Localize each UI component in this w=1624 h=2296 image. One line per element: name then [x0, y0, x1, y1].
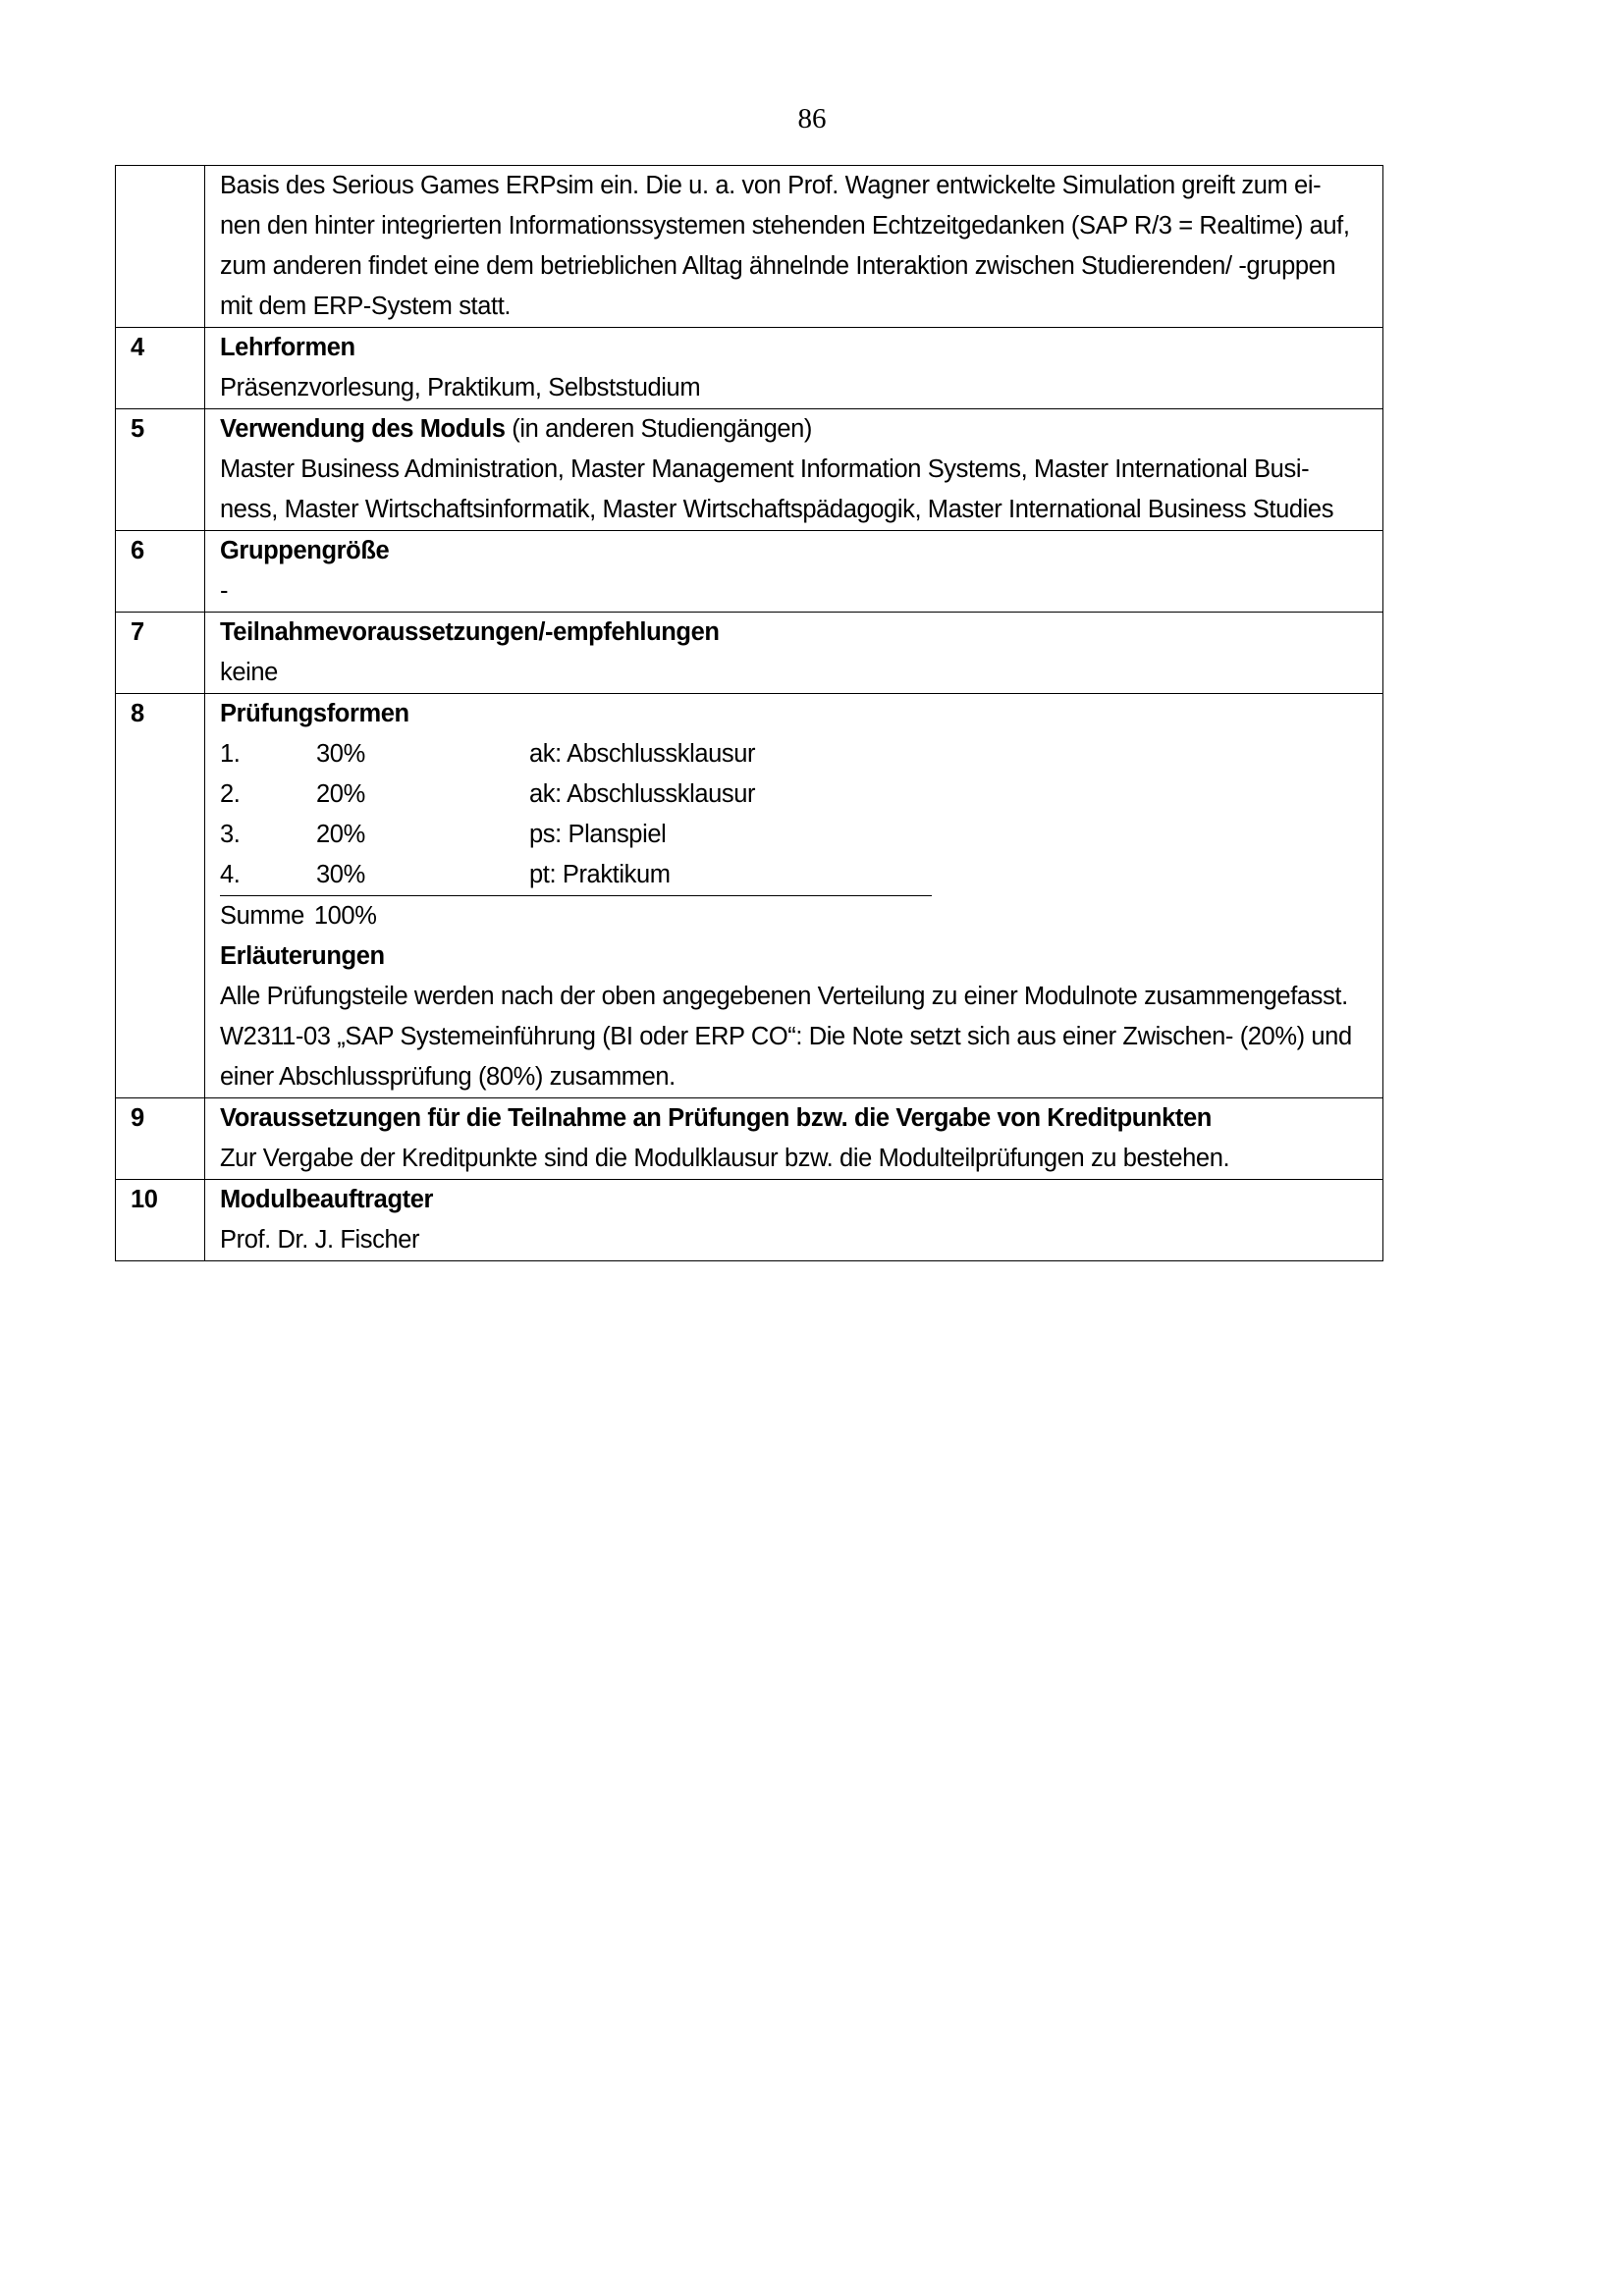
content-cell: [205, 531, 1383, 613]
sum-label: Summe: [220, 902, 304, 930]
content-cell: [205, 613, 1383, 694]
continuation-line: mit dem ERP-System statt.: [220, 293, 512, 320]
exam-percentage: 20%: [316, 780, 365, 808]
content-cell: [205, 1180, 1383, 1261]
exam-item: [220, 734, 932, 774]
notes-line: W2311-03 „SAP Systemeinführung (BI oder ERP CO“: Die Note setzt sich aus einer Zwischen- (20%) und: [220, 1023, 1352, 1050]
table-row-voraussetzungen: [116, 1098, 1383, 1180]
exam-number: 1.: [220, 740, 241, 768]
content-cell: [205, 328, 1383, 409]
exam-type: ps: Planspiel: [529, 821, 667, 848]
table-row-verwendung: [116, 409, 1383, 531]
row-text-line: Master Business Administration, Master Management Information Systems, Master International Busi-: [220, 455, 1310, 483]
exam-number: 2.: [220, 780, 241, 808]
sum-value: 100%: [313, 902, 377, 930]
row-title: Prüfungsformen: [220, 700, 409, 727]
row-number: 6: [116, 531, 205, 613]
row-title-wrapper: [220, 409, 1373, 450]
table-row-continuation: [116, 166, 1383, 328]
table-row-teilnahme: [116, 613, 1383, 694]
row-title: Gruppengröße: [220, 537, 390, 564]
row-title-suffix: (in anderen Studiengängen): [505, 415, 813, 443]
table-row-pruefungsformen: [116, 694, 1383, 1098]
notes-line: einer Abschlussprüfung (80%) zusammen.: [220, 1063, 676, 1091]
continuation-line: Basis des Serious Games ERPsim ein. Die u. a. von Prof. Wagner entwickelte Simulation greift zum ei-: [220, 172, 1322, 199]
row-number: 8: [116, 694, 205, 1098]
continuation-line: nen den hinter integrierten Informationssystemen stehenden Echtzeitgedanken (SAP R/3 = Realtime) auf,: [220, 212, 1350, 240]
row-title: Lehrformen: [220, 334, 355, 361]
table-row-beauftragter: [116, 1180, 1383, 1261]
row-title: Voraussetzungen für die Teilnahme an Prüfungen bzw. die Vergabe von Kreditpunkten: [220, 1104, 1212, 1132]
content-cell: [205, 409, 1383, 531]
exam-item: [220, 855, 932, 895]
row-title: Teilnahmevoraussetzungen/-empfehlungen: [220, 618, 720, 646]
page-number: 86: [797, 103, 827, 134]
row-title: Modulbeauftragter: [220, 1186, 434, 1213]
table-row-lehrformen: [116, 328, 1383, 409]
content-cell: [205, 1098, 1383, 1180]
row-number: 9: [116, 1098, 205, 1180]
exam-sum: [220, 896, 1373, 936]
exam-type: pt: Praktikum: [529, 861, 671, 888]
exam-list: [220, 734, 932, 895]
row-number: 10: [116, 1180, 205, 1261]
exam-number: 4.: [220, 861, 241, 888]
row-number: 4: [116, 328, 205, 409]
row-text: Prof. Dr. J. Fischer: [220, 1226, 420, 1254]
row-title: Verwendung des Moduls: [220, 415, 506, 443]
exam-type: ak: Abschlussklausur: [529, 740, 756, 768]
row-number: 5: [116, 409, 205, 531]
notes-line: Alle Prüfungsteile werden nach der oben angegebenen Verteilung zu einer Modulnote zusammengefasst.: [220, 983, 1348, 1010]
exam-percentage: 20%: [316, 821, 365, 848]
exam-item: [220, 774, 932, 815]
row-text: Zur Vergabe der Kreditpunkte sind die Modulklausur bzw. die Modulteilprüfungen zu bestehen.: [220, 1145, 1230, 1172]
table-row-gruppengroesse: [116, 531, 1383, 613]
exam-type: ak: Abschlussklausur: [529, 780, 756, 808]
continuation-line: zum anderen findet eine dem betrieblichen Alltag ähnelnde Interaktion zwischen Studierenden/ -gruppen: [220, 252, 1336, 280]
content-cell: [205, 166, 1383, 328]
row-text-line: ness, Master Wirtschaftsinformatik, Master Wirtschaftspädagogik, Master International Business Studies: [220, 496, 1334, 523]
exam-number: 3.: [220, 821, 241, 848]
row-text: -: [220, 577, 229, 605]
content-cell: [205, 694, 1383, 1098]
exam-item: [220, 815, 932, 855]
row-text: keine: [220, 659, 278, 686]
exam-percentage: 30%: [316, 861, 365, 888]
notes-title: Erläuterungen: [220, 942, 385, 970]
module-description-table: [115, 165, 1383, 1261]
row-number: 7: [116, 613, 205, 694]
exam-percentage: 30%: [316, 740, 365, 768]
row-number-cell: [116, 166, 205, 328]
row-text: Präsenzvorlesung, Praktikum, Selbststudium: [220, 374, 701, 401]
